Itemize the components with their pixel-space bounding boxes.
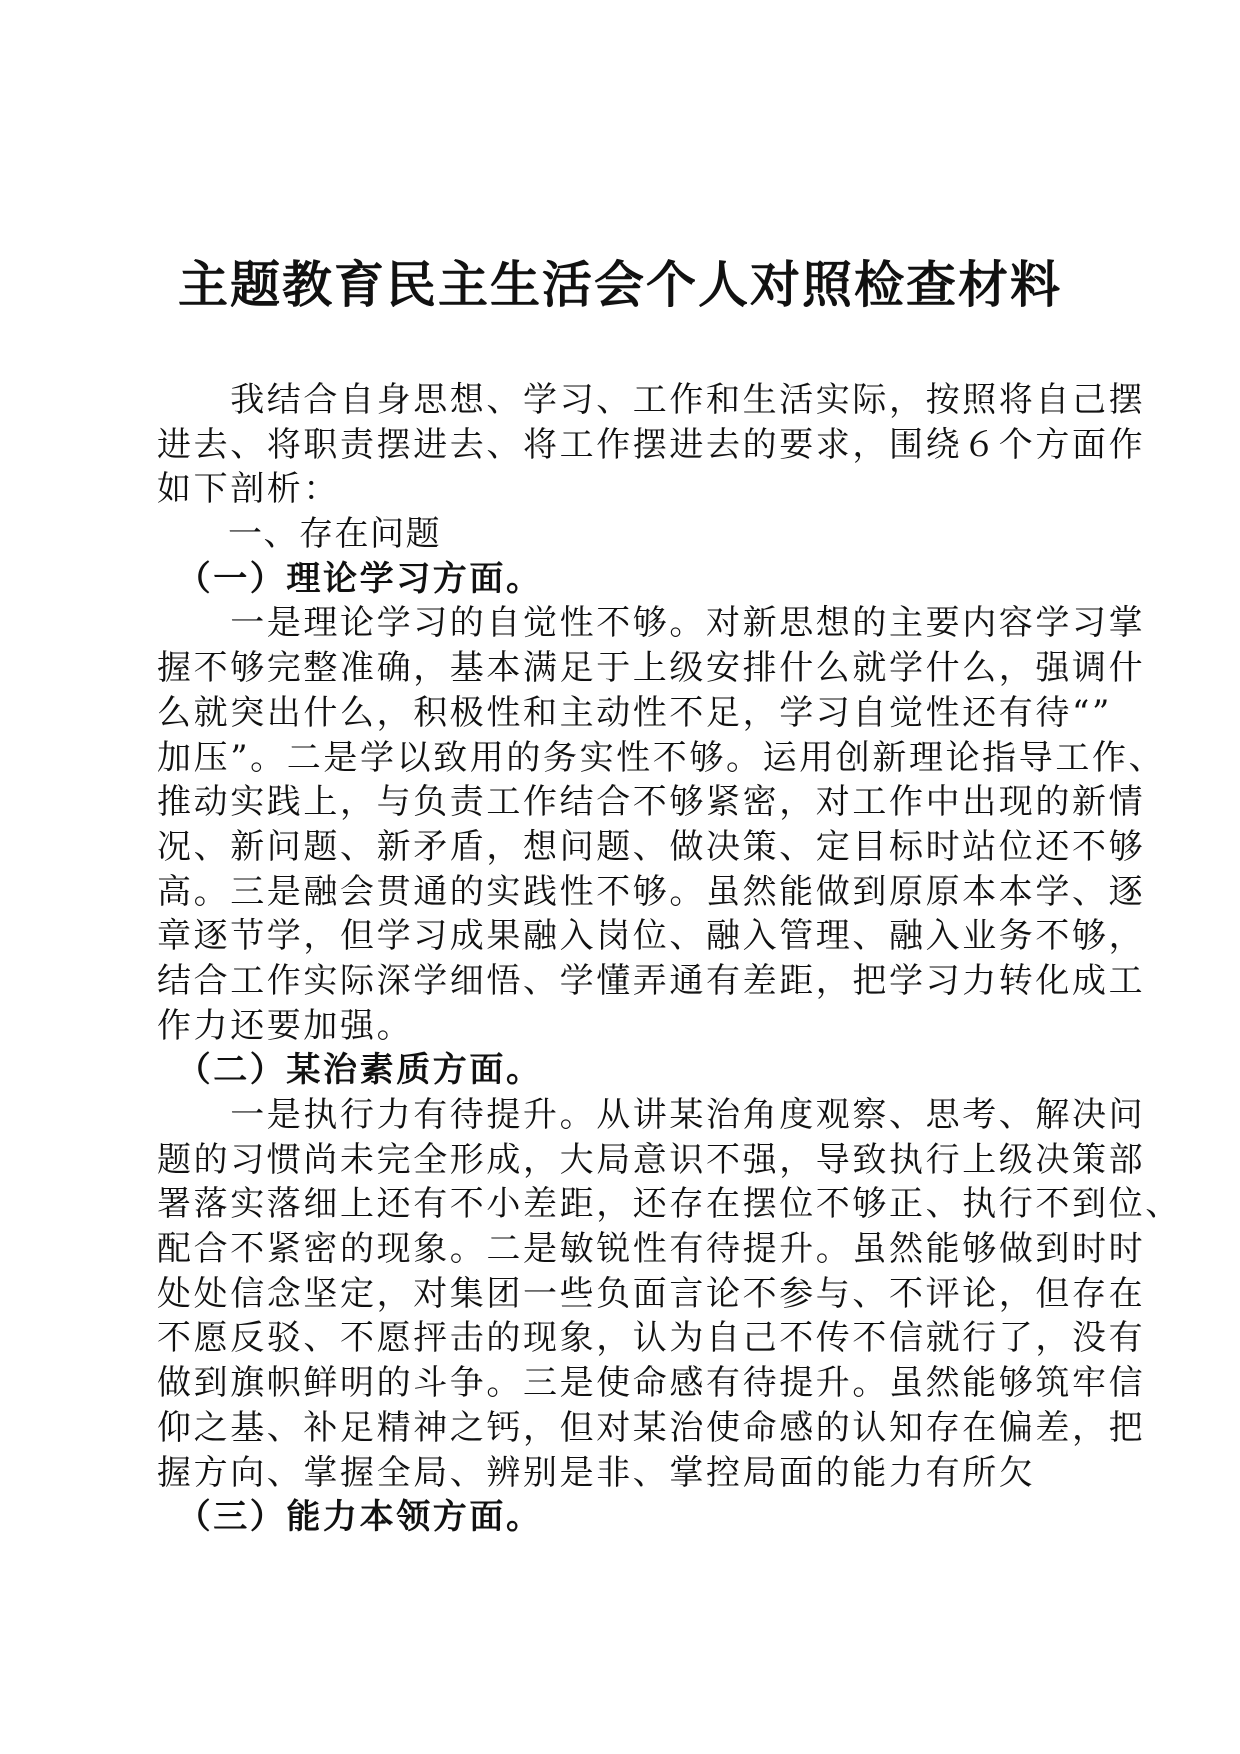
- subsection-heading: （三）能力本领方面。: [157, 1497, 543, 1538]
- paragraph-line: 题的习惯尚未完全形成，大局意识不强，导致执行上级决策部: [157, 1139, 1146, 1180]
- paragraph-line: 署落实落细上还有不小差距，还存在摆位不够正、执行不到位、: [157, 1184, 1182, 1225]
- document-title: 主题教育民主生活会个人对照检查材料: [178, 255, 1062, 314]
- paragraph-line: 高。三是融会贯通的实践性不够。虽然能做到原原本本学、逐: [157, 871, 1146, 912]
- paragraph-line: 处处信念坚定，对集团一些负面言论不参与、不评论，但存在: [157, 1273, 1146, 1314]
- paragraph-line: 作力还要加强。: [157, 1005, 414, 1046]
- paragraph-line: 做到旗帜鲜明的斗争。三是使命感有待提升。虽然能够筑牢信: [157, 1363, 1146, 1404]
- subsection-heading: （二）某治素质方面。: [157, 1050, 543, 1091]
- paragraph-line: 进去、将职责摆进去、将工作摆进去的要求，围绕６个方面作: [157, 424, 1146, 465]
- paragraph-line: 加压”。二是学以致用的务实性不够。运用创新理论指导工作、: [157, 737, 1166, 778]
- paragraph-line: 如下剖析：: [157, 469, 340, 510]
- paragraph-line: 我结合自身思想、学习、工作和生活实际，按照将自己摆: [157, 380, 1146, 420]
- paragraph-line: 仰之基、补足精神之钙，但对某治使命感的认知存在偏差，把: [157, 1407, 1146, 1448]
- paragraph-line: 配合不紧密的现象。二是敏锐性有待提升。虽然能够做到时时: [157, 1229, 1146, 1270]
- paragraph-line: 况、新问题、新矛盾，想问题、做决策、定目标时站位还不够: [157, 826, 1146, 867]
- paragraph-line: 握方向、掌握全局、辨别是非、掌控局面的能力有所欠: [157, 1452, 1036, 1493]
- paragraph-line: 结合工作实际深学细悟、学懂弄通有差距，把学习力转化成工: [157, 960, 1146, 1001]
- document-body: [157, 378, 1182, 1540]
- paragraph-line: 握不够完整准确，基本满足于上级安排什么就学什么，强调什: [157, 648, 1146, 689]
- subsection-heading: （一）理论学习方面。: [157, 558, 543, 599]
- paragraph-line: 不愿反驳、不愿抨击的现象，认为自己不传不信就行了，没有: [157, 1318, 1146, 1359]
- paragraph-line: 一是执行力有待提升。从讲某治角度观察、思考、解决问: [157, 1095, 1146, 1135]
- paragraph-line: 推动实践上，与负责工作结合不够紧密，对工作中出现的新情: [157, 782, 1146, 823]
- paragraph-line: 章逐节学，但学习成果融入岗位、融入管理、融入业务不够，: [157, 916, 1146, 957]
- paragraph-line: 一是理论学习的自觉性不够。对新思想的主要内容学习掌: [157, 603, 1146, 644]
- section-heading: 一、存在问题: [157, 514, 441, 555]
- paragraph-line: 么就突出什么，积极性和主动性不足，学习自觉性还有待“”: [157, 692, 1112, 733]
